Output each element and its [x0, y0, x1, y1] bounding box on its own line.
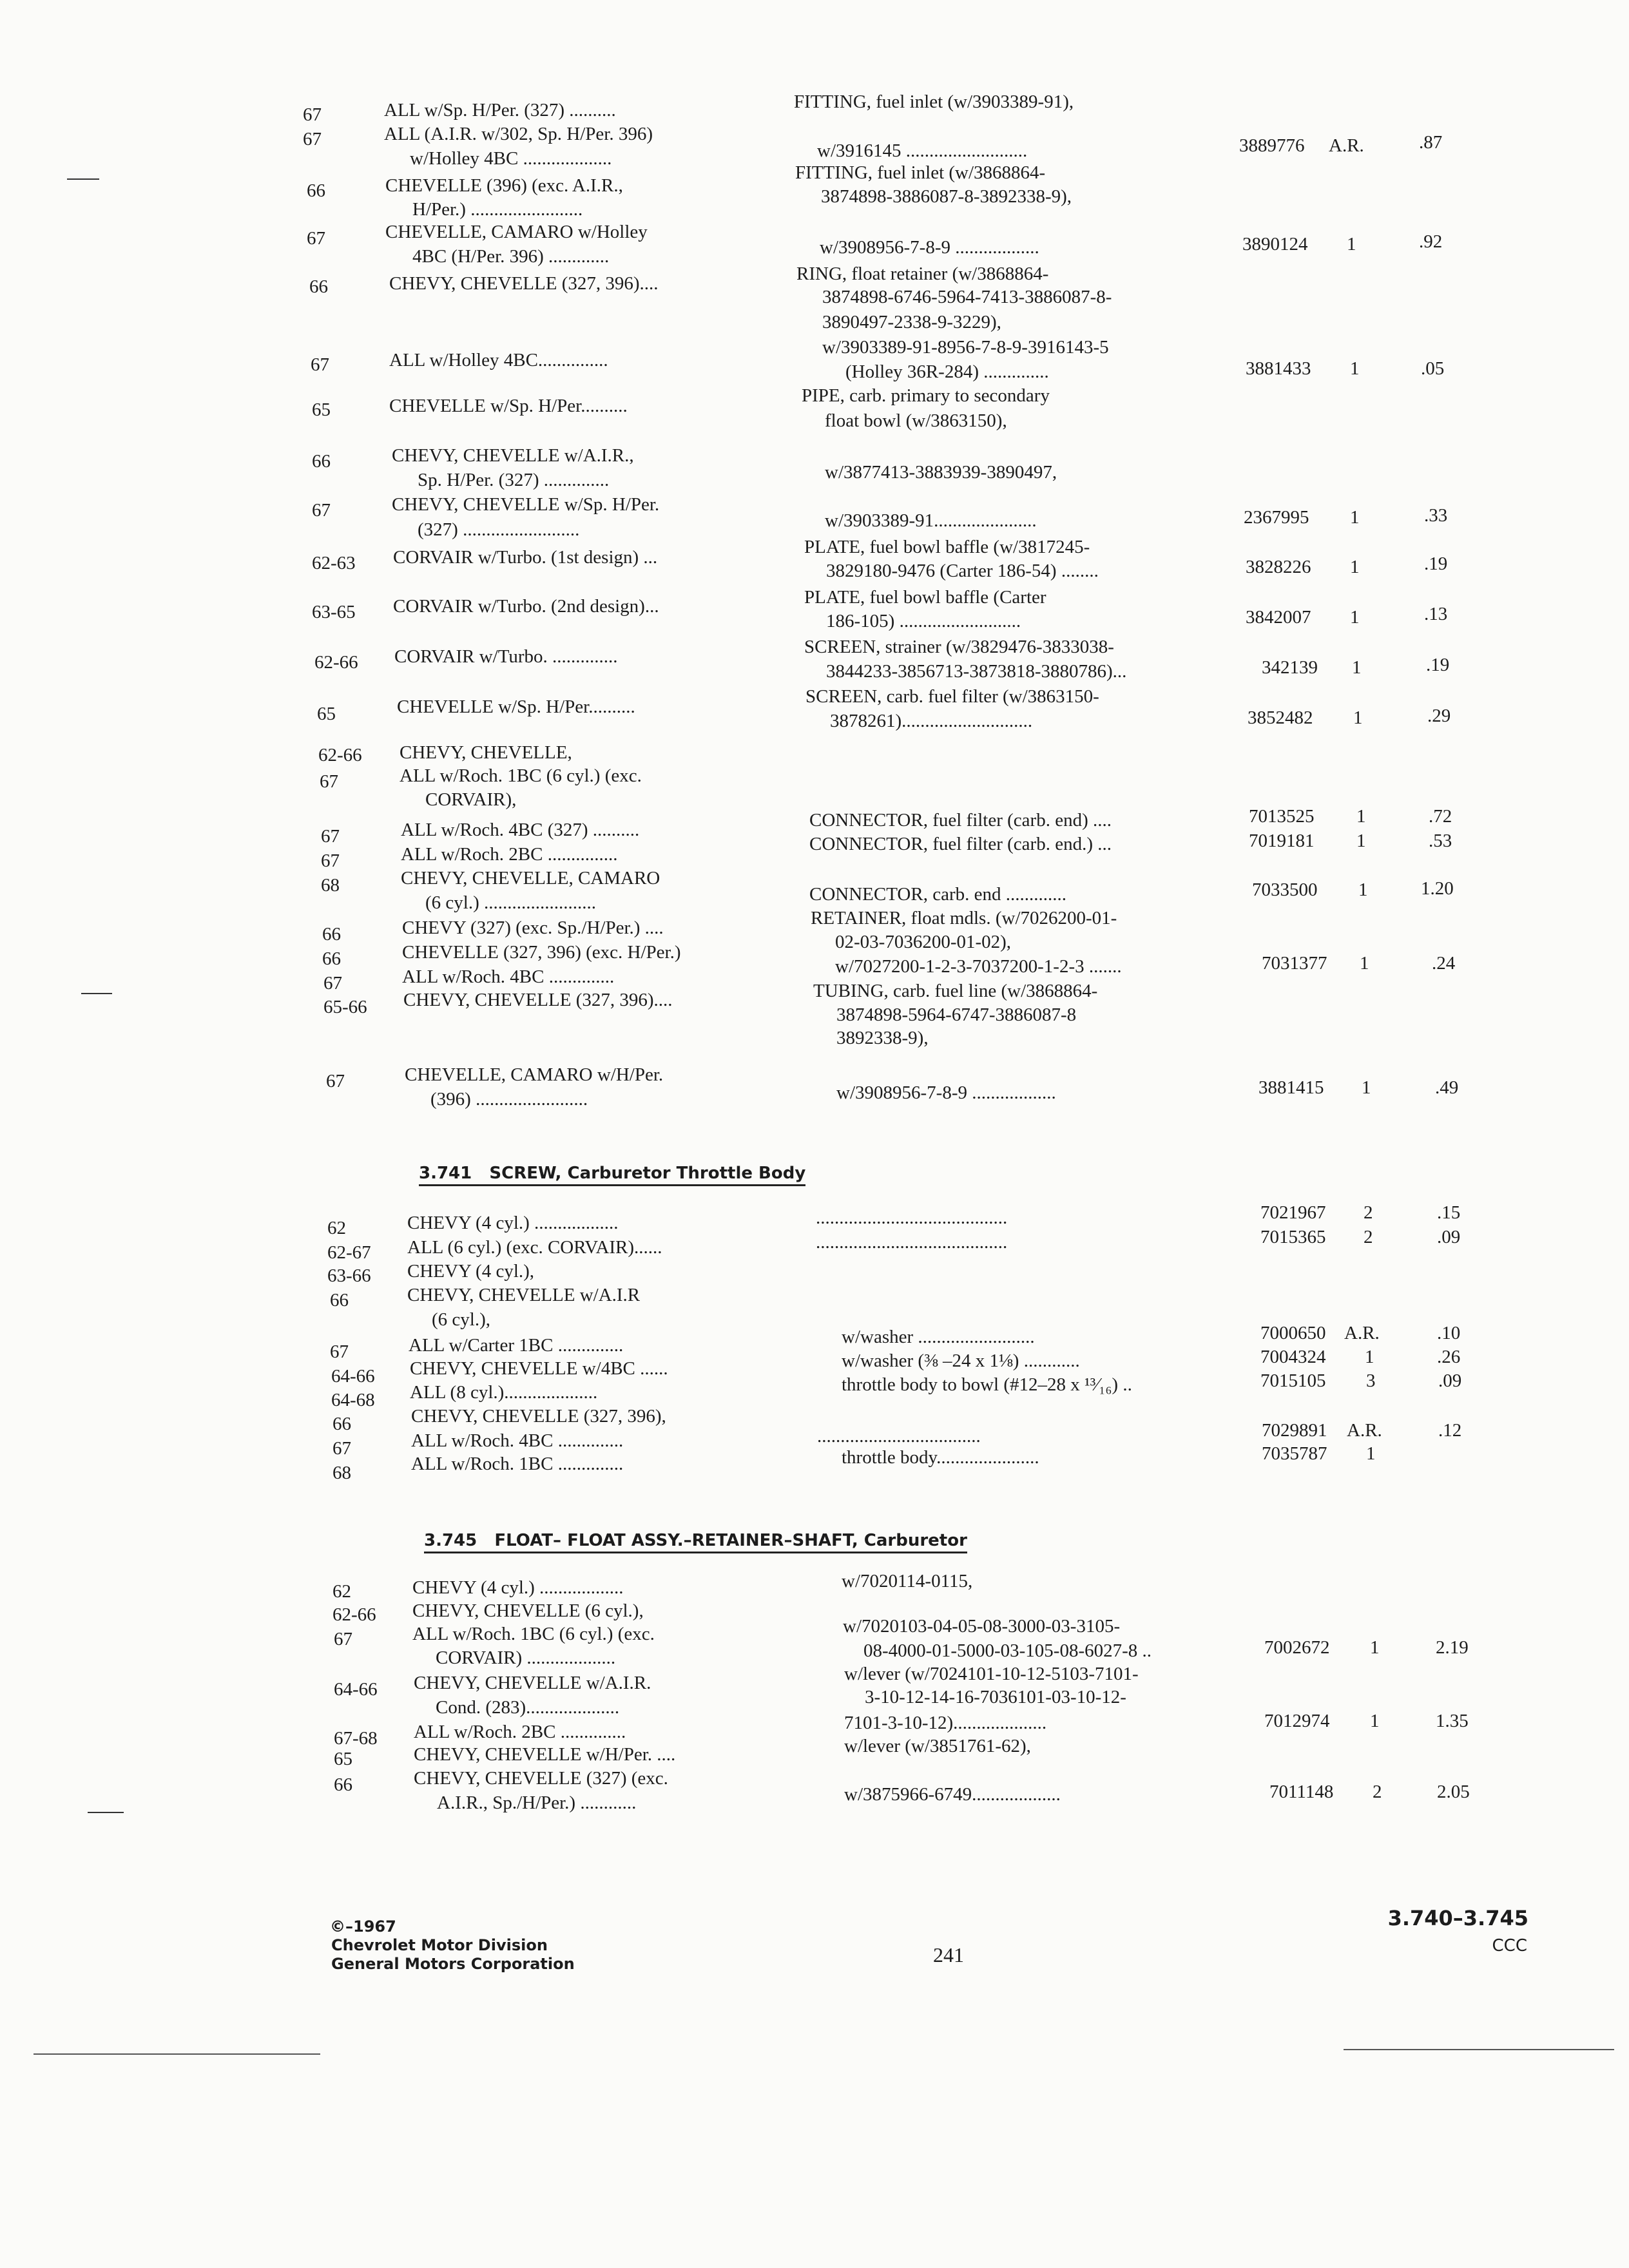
- part-line: ALL w/Roch. 4BC ..............: [402, 966, 615, 987]
- bottom-rule-left: [34, 2053, 320, 2055]
- part-line: CHEVY (4 cyl.),: [407, 1261, 535, 1282]
- part-line: 1: [1358, 879, 1368, 900]
- part-line: 3874898-5964-6747-3886087-8: [836, 1004, 1077, 1025]
- part-line: (6 cyl.) ........................: [425, 892, 596, 913]
- part-line: 1: [1347, 234, 1356, 255]
- part-line: Sp. H/Per. (327) ..............: [418, 470, 610, 490]
- part-line: .92: [1419, 231, 1443, 252]
- part-line: .13: [1424, 604, 1448, 624]
- part-line: ALL w/Roch. 1BC (6 cyl.) (exc.: [412, 1624, 655, 1644]
- part-line: 08-4000-01-5000-03-105-08-6027-8 ..: [863, 1640, 1152, 1661]
- part-line: 67: [303, 129, 322, 149]
- part-line: ALL (8 cyl.)....................: [410, 1382, 598, 1403]
- part-line: 62: [327, 1218, 346, 1238]
- part-line: w/3916145 ..........................: [817, 140, 1028, 161]
- part-line: PIPE, carb. primary to secondary: [802, 385, 1050, 406]
- part-line: 62-66: [314, 652, 358, 673]
- part-line: CHEVY, CHEVELLE w/H/Per. ....: [414, 1744, 676, 1765]
- part-line: 67: [303, 104, 322, 125]
- part-line: ...................................: [817, 1426, 981, 1446]
- part-line: 3881415: [1258, 1077, 1324, 1098]
- part-line: 3889776: [1239, 135, 1305, 156]
- part-line: 65-66: [323, 997, 367, 1017]
- part-line: 66: [333, 1414, 351, 1434]
- part-line: CHEVY, CHEVELLE w/4BC ......: [410, 1358, 668, 1379]
- part-line: PLATE, fuel bowl baffle (w/3817245-: [804, 537, 1090, 557]
- part-line: CHEVY, CHEVELLE (327, 396)....: [389, 273, 659, 294]
- part-line: .05: [1421, 358, 1445, 379]
- page-number: 241: [933, 1943, 964, 1966]
- part-line: RETAINER, float mdls. (w/7026200-01-: [811, 908, 1117, 928]
- part-line: .19: [1424, 553, 1448, 574]
- section-range: 3.740–3.745: [1387, 1906, 1528, 1930]
- part-line: 7015365: [1260, 1227, 1326, 1247]
- part-line: 02-03-7036200-01-02),: [835, 932, 1012, 952]
- part-line: .72: [1429, 806, 1452, 827]
- bottom-rule-right: [1344, 2049, 1614, 2050]
- part-line: 7033500: [1252, 879, 1318, 900]
- part-line: 3874898-6746-5964-7413-3886087-8-: [822, 287, 1112, 307]
- part-line: 67: [311, 354, 329, 375]
- part-line: 67: [312, 500, 331, 521]
- part-line: 67: [320, 771, 338, 792]
- part-line: 2367995: [1244, 507, 1309, 528]
- part-line: CHEVY (4 cyl.) ..................: [412, 1577, 624, 1598]
- part-line: 3878261)............................: [830, 711, 1033, 731]
- part-line: 4BC (H/Per. 396) .............: [412, 246, 610, 267]
- part-line: 1: [1352, 657, 1362, 678]
- section-number: 3.741: [419, 1164, 472, 1183]
- part-line: 7031377: [1262, 953, 1327, 974]
- part-line: 342139: [1262, 657, 1318, 678]
- part-line: w/7020114-0115,: [842, 1571, 973, 1591]
- part-line: 65: [334, 1749, 352, 1769]
- part-line: 3874898-3886087-8-3892338-9),: [821, 186, 1072, 207]
- part-line: ALL w/Roch. 1BC ..............: [411, 1454, 624, 1474]
- part-line: 3842007: [1246, 607, 1311, 628]
- section-number: 3.745: [424, 1531, 477, 1550]
- part-line: 66: [330, 1290, 349, 1311]
- part-line: 62: [333, 1581, 351, 1602]
- part-line: 2: [1364, 1227, 1373, 1247]
- part-line: CHEVY (4 cyl.) ..................: [407, 1213, 619, 1233]
- section-heading-3741: [419, 1164, 805, 1186]
- part-line: w/3908956-7-8-9 ..................: [820, 237, 1039, 258]
- footer-copyright: ©–1967: [330, 1917, 396, 1936]
- part-line: 7015105: [1260, 1370, 1326, 1391]
- part-line: w/3875966-6749...................: [844, 1784, 1061, 1805]
- part-line: CORVAIR w/Turbo. (1st design) ...: [393, 547, 658, 568]
- part-line: CHEVY, CHEVELLE (327, 396),: [411, 1406, 666, 1427]
- part-line: 1: [1350, 358, 1360, 379]
- part-line: .10: [1437, 1323, 1461, 1343]
- part-line: 3828226: [1246, 557, 1311, 577]
- part-line: 67: [333, 1438, 351, 1459]
- part-line: 67: [326, 1071, 345, 1091]
- part-line: w/7020103-04-05-08-3000-03-3105-: [843, 1616, 1121, 1637]
- part-line: .87: [1419, 132, 1443, 153]
- part-line: FITTING, fuel inlet (w/3868864-: [795, 162, 1046, 183]
- section-heading-3745: [424, 1531, 967, 1553]
- margin-mark: [81, 993, 112, 994]
- part-line: 3890497-2338-9-3229),: [822, 312, 1001, 332]
- part-line: ALL w/Sp. H/Per. (327) ..........: [384, 100, 616, 120]
- part-line: 65: [317, 704, 336, 724]
- part-line: 7035787: [1262, 1443, 1327, 1464]
- part-line: CORVAIR) ...................: [436, 1648, 616, 1668]
- part-line: PLATE, fuel bowl baffle (Carter: [804, 587, 1046, 608]
- part-line: 67: [334, 1629, 352, 1649]
- part-line: 1: [1365, 1347, 1374, 1367]
- part-line: 3892338-9),: [836, 1028, 929, 1048]
- part-line: 7000650: [1260, 1323, 1326, 1343]
- part-line: CHEVELLE, CAMARO w/H/Per.: [405, 1064, 664, 1085]
- part-line: 67: [323, 973, 342, 994]
- footer-division: Chevrolet Motor Division: [331, 1936, 548, 1954]
- part-line: 7012974: [1264, 1711, 1330, 1731]
- part-line: 67-68: [334, 1728, 378, 1749]
- part-line: 1: [1370, 1711, 1380, 1731]
- part-line: ALL w/Roch. 2BC ...............: [401, 844, 618, 865]
- part-line: ALL w/Roch. 4BC ..............: [411, 1430, 624, 1451]
- part-line: 64-66: [334, 1679, 378, 1700]
- part-line: CHEVY, CHEVELLE w/A.I.R.: [414, 1673, 651, 1693]
- part-line: CORVAIR w/Turbo. (2nd design)...: [393, 596, 659, 617]
- part-line: A.R.: [1329, 135, 1364, 156]
- part-line: 186-105) ..........................: [826, 611, 1021, 631]
- part-line: TUBING, carb. fuel line (w/3868864-: [813, 981, 1098, 1001]
- part-line: CHEVY (327) (exc. Sp./H/Per.) ....: [402, 918, 664, 938]
- part-line: A.I.R., Sp./H/Per.) ............: [437, 1792, 637, 1813]
- part-line: w/washer .........................: [842, 1327, 1035, 1347]
- catalog-code: CCC: [1492, 1936, 1527, 1956]
- part-line: .26: [1437, 1347, 1461, 1367]
- part-line: .15: [1437, 1202, 1461, 1223]
- part-line: 2: [1373, 1782, 1382, 1802]
- part-line: CORVAIR),: [425, 789, 517, 810]
- part-line: CHEVY, CHEVELLE, CAMARO: [401, 868, 660, 889]
- part-line: (396) ........................: [430, 1089, 588, 1110]
- part-line: 67: [321, 826, 340, 847]
- part-line: 66: [307, 180, 325, 201]
- part-line: w/lever (w/3851761-62),: [844, 1736, 1031, 1756]
- part-line: (Holley 36R-284) ..............: [845, 361, 1049, 382]
- part-line: (6 cyl.),: [432, 1309, 490, 1330]
- part-line: 1: [1350, 557, 1360, 577]
- part-line: 2: [1364, 1202, 1373, 1223]
- part-line: CHEVY, CHEVELLE (6 cyl.),: [412, 1600, 644, 1621]
- part-line: 3852482: [1248, 707, 1313, 728]
- part-line: 7021967: [1260, 1202, 1326, 1223]
- part-line: .09: [1437, 1227, 1461, 1247]
- part-line: 1: [1362, 1077, 1371, 1098]
- part-line: 3: [1366, 1370, 1376, 1391]
- part-line: .53: [1429, 831, 1452, 851]
- part-line: ALL w/Roch. 2BC ..............: [414, 1722, 626, 1742]
- part-line: CHEVELLE w/Sp. H/Per..........: [397, 697, 635, 717]
- part-line: w/3903389-91-8956-7-8-9-3916143-5: [822, 337, 1109, 358]
- margin-mark: [67, 178, 99, 180]
- part-line: 62-66: [333, 1604, 376, 1625]
- part-line: ALL w/Roch. 4BC (327) ..........: [401, 820, 640, 840]
- part-line: .49: [1435, 1077, 1459, 1098]
- part-line: 62-63: [312, 553, 356, 573]
- part-line: 3881433: [1246, 358, 1311, 379]
- part-line: ALL w/Roch. 1BC (6 cyl.) (exc.: [400, 765, 642, 786]
- part-line: throttle body......................: [842, 1447, 1039, 1468]
- part-line: ALL w/Holley 4BC...............: [389, 350, 608, 370]
- part-line: 2.19: [1436, 1637, 1469, 1658]
- part-line: ALL (A.I.R. w/302, Sp. H/Per. 396): [384, 124, 653, 144]
- part-line: 3-10-12-14-16-7036101-03-10-12-: [865, 1687, 1126, 1707]
- part-line: 68: [333, 1463, 351, 1483]
- part-line: 7004324: [1260, 1347, 1326, 1367]
- part-line: 1: [1350, 607, 1360, 628]
- part-line: CHEVY, CHEVELLE (327, 396)....: [403, 990, 673, 1010]
- part-line: 1: [1350, 507, 1360, 528]
- part-line: .33: [1424, 505, 1448, 526]
- margin-mark: [88, 1812, 124, 1813]
- part-line: 67: [330, 1341, 349, 1362]
- part-line: w/7027200-1-2-3-7037200-1-2-3 .......: [835, 956, 1122, 977]
- part-line: 7029891: [1262, 1420, 1327, 1441]
- part-line: 63-66: [327, 1265, 371, 1286]
- part-line: throttle body to bowl (#12–28 x ¹³⁄₁₆) ..: [842, 1374, 1132, 1395]
- part-line: 7002672: [1264, 1637, 1330, 1658]
- part-line: 3890124: [1242, 234, 1308, 255]
- part-line: w/3908956-7-8-9 ..................: [836, 1082, 1056, 1103]
- part-line: 1: [1370, 1637, 1380, 1658]
- part-line: 62-67: [327, 1242, 371, 1263]
- part-line: CHEVY, CHEVELLE w/A.I.R: [407, 1285, 641, 1305]
- part-line: ALL (6 cyl.) (exc. CORVAIR)......: [407, 1237, 662, 1258]
- part-line: CORVAIR w/Turbo. ..............: [394, 646, 618, 667]
- part-line: 1: [1360, 953, 1369, 974]
- part-line: 1: [1356, 831, 1366, 851]
- part-line: SCREEN, strainer (w/3829476-3833038-: [804, 637, 1114, 657]
- part-line: CHEVELLE, CAMARO w/Holley: [385, 222, 648, 242]
- part-line: CHEVY, CHEVELLE,: [400, 742, 572, 763]
- part-line: 7013525: [1249, 806, 1315, 827]
- part-line: CHEVELLE w/Sp. H/Per..........: [389, 396, 628, 416]
- part-line: CHEVELLE (327, 396) (exc. H/Per.): [402, 942, 681, 963]
- part-line: 2.05: [1437, 1782, 1470, 1802]
- part-line: .12: [1438, 1420, 1462, 1441]
- part-line: .........................................: [816, 1232, 1008, 1253]
- part-line: A.R.: [1344, 1323, 1380, 1343]
- part-line: 3829180-9476 (Carter 186-54) ........: [826, 561, 1099, 581]
- part-line: .19: [1426, 655, 1450, 675]
- part-line: .29: [1427, 706, 1451, 726]
- part-line: 1: [1353, 707, 1363, 728]
- footer-corporation: General Motors Corporation: [331, 1955, 575, 1973]
- part-line: 62-66: [318, 745, 362, 765]
- part-line: w/washer (⅜ –24 x 1⅛) ............: [842, 1350, 1080, 1371]
- part-line: 66: [309, 276, 328, 297]
- part-line: SCREEN, carb. fuel filter (w/3863150-: [805, 686, 1099, 707]
- part-line: .24: [1432, 953, 1456, 974]
- part-line: FITTING, fuel inlet (w/3903389-91),: [794, 91, 1074, 112]
- part-line: 65: [312, 399, 331, 420]
- part-line: 7101-3-10-12)....................: [844, 1713, 1047, 1733]
- part-line: CONNECTOR, fuel filter (carb. end.) ...: [809, 834, 1112, 854]
- part-line: float bowl (w/3863150),: [825, 410, 1007, 431]
- part-line: w/lever (w/7024101-10-12-5103-7101-: [844, 1664, 1139, 1684]
- part-line: CHEVY, CHEVELLE w/Sp. H/Per.: [392, 494, 660, 515]
- part-line: w/3877413-3883939-3890497,: [825, 462, 1057, 483]
- part-line: 66: [334, 1774, 352, 1795]
- part-line: 7011148: [1269, 1782, 1334, 1802]
- part-line: w/Holley 4BC ...................: [410, 148, 612, 169]
- part-line: .........................................: [816, 1207, 1008, 1228]
- part-line: 1: [1356, 806, 1366, 827]
- part-line: 64-68: [331, 1390, 375, 1410]
- part-line: 67: [307, 228, 325, 249]
- part-line: A.R.: [1347, 1420, 1382, 1441]
- part-line: Cond. (283)....................: [436, 1697, 620, 1718]
- part-line: ALL w/Carter 1BC ..............: [409, 1335, 624, 1356]
- part-line: .09: [1438, 1370, 1462, 1391]
- part-line: 68: [321, 875, 340, 896]
- part-line: CONNECTOR, fuel filter (carb. end) ....: [809, 810, 1112, 831]
- part-line: CHEVELLE (396) (exc. A.I.R.,: [385, 175, 623, 196]
- part-line: CHEVY, CHEVELLE (327) (exc.: [414, 1768, 668, 1789]
- section-title: SCREW, Carburetor Throttle Body: [489, 1164, 806, 1183]
- part-line: w/3903389-91......................: [825, 510, 1037, 531]
- part-line: H/Per.) ........................: [412, 199, 583, 220]
- part-line: 1: [1366, 1443, 1376, 1464]
- part-line: 63-65: [312, 602, 356, 622]
- part-line: CONNECTOR, carb. end .............: [809, 884, 1066, 905]
- part-line: CHEVY, CHEVELLE w/A.I.R.,: [392, 445, 634, 466]
- part-line: 1.20: [1421, 878, 1454, 899]
- part-line: 3844233-3856713-3873818-3880786)...: [826, 661, 1127, 682]
- part-line: 64-66: [331, 1366, 375, 1387]
- part-line: 66: [322, 924, 341, 945]
- part-line: 67: [321, 850, 340, 871]
- part-line: RING, float retainer (w/3868864-: [796, 264, 1049, 284]
- part-line: 1.35: [1436, 1711, 1469, 1731]
- part-line: 7019181: [1249, 831, 1315, 851]
- part-line: (327) .........................: [418, 519, 580, 540]
- section-title: FLOAT– FLOAT ASSY.–RETAINER–SHAFT, Carburetor: [494, 1531, 967, 1550]
- part-line: 66: [312, 451, 331, 472]
- part-line: 66: [322, 948, 341, 969]
